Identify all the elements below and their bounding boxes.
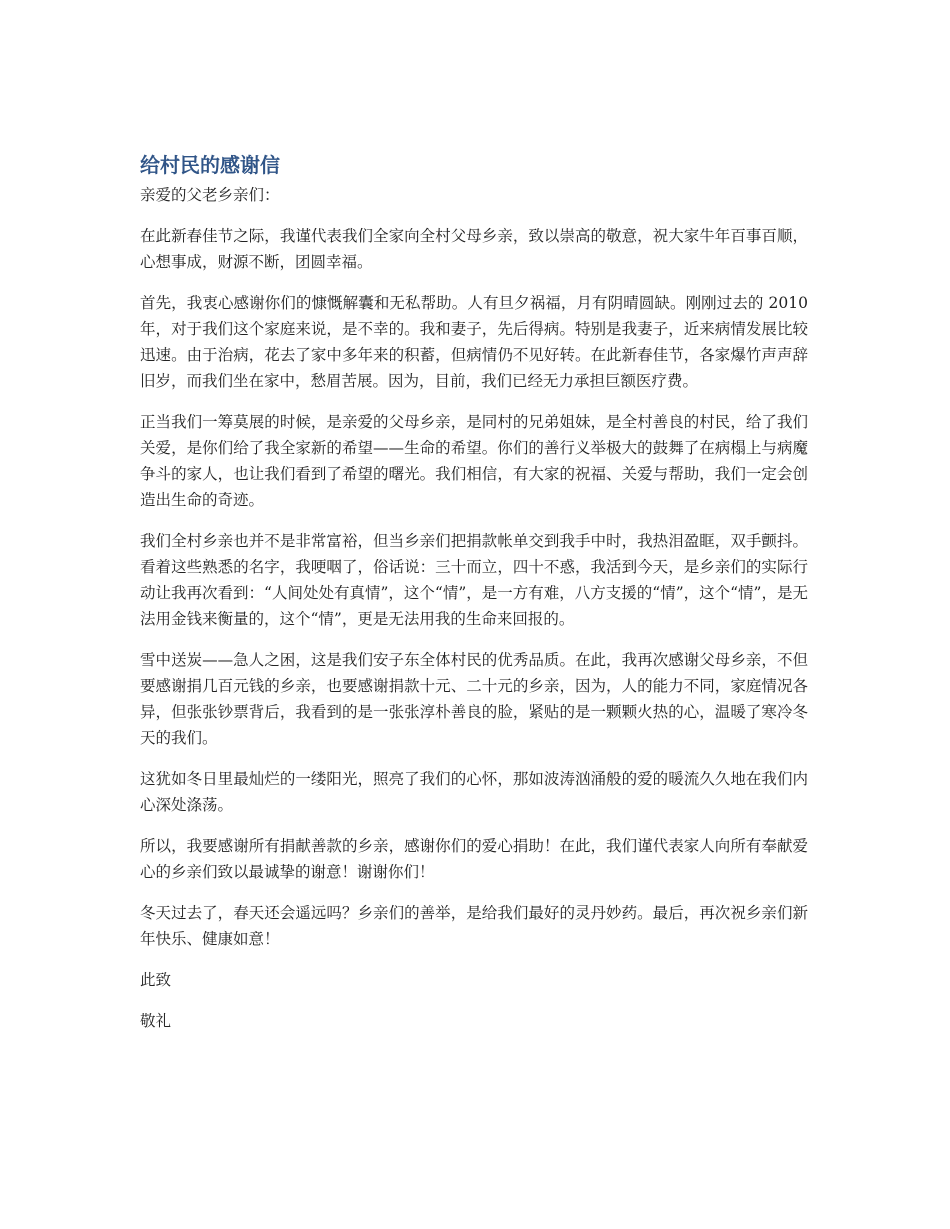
letter-page <box>140 150 808 1049</box>
paragraph-thanks: 所以，我要感谢所有捐献善款的乡亲，感谢你们的爱心捐助！在此，我们谨代表家人向所有奉献爱心的乡亲们致以最诚挚的谢意！谢谢你们！ <box>140 837 808 881</box>
closing-cizhi: 此致 <box>140 971 172 989</box>
letter-title: 给村民的感谢信 <box>140 153 280 177</box>
closing-jingli: 敬礼 <box>140 1012 172 1030</box>
paragraph-donations: 我们全村乡亲也并不是非常富裕，但当乡亲们把捐款帐单交到我手中时，我热泪盈眶，双手颤抖。看着这些熟悉的名字，我哽咽了，俗话说：三十而立，四十不惑，我活到今天，是乡亲们的实际行动让我再次看到：“人间处处有真情”，这个“情”，是一方有难，八方支援的“情”，这个“情”，是无法用金钱来衡量的，这个“情”，更是无法用我的生命来回报的。 <box>140 532 808 628</box>
paragraph-support: 正当我们一筹莫展的时候，是亲爱的父母乡亲，是同村的兄弟姐妹，是全村善良的村民，给了我们关爱，是你们给了我全家新的希望——生命的希望。你们的善行义举极大的鼓舞了在病榻上与病魔争斗的家人，也让我们看到了希望的曙光。我们相信，有大家的祝福、关爱与帮助，我们一定会创造出生命的奇迹。 <box>140 413 808 509</box>
paragraph-gratitude: 首先，我衷心感谢你们的慷慨解囊和无私帮助。人有旦夕祸福，月有阴晴圆缺。刚刚过去的 2010 年，对于我们这个家庭来说，是不幸的。我和妻子，先后得病。特别是我妻子，近来病情发展比较迅速。由于治病，花去了家中多年来的积蓄，但病情仍不见好转。在此新春佳节，各家爆竹声声辞旧岁，而我们坐在家中，愁眉苦展。因为，目前，我们已经无力承担巨额医疗费。 <box>140 294 808 390</box>
paragraph-wishes: 冬天过去了，春天还会遥远吗？乡亲们的善举，是给我们最好的灵丹妙药。最后，再次祝乡亲们新年快乐、健康如意！ <box>140 904 808 948</box>
letter-salutation: 亲爱的父老乡亲们： <box>140 186 280 204</box>
paragraph-sunshine: 这犹如冬日里最灿烂的一缕阳光，照亮了我们的心怀，那如波涛汹涌般的爱的暖流久久地在我们内心深处涤荡。 <box>140 770 808 814</box>
paragraph-greeting: 在此新春佳节之际，我谨代表我们全家向全村父母乡亲，致以崇高的敬意，祝大家牛年百事百顺，心想事成，财源不断，团圆幸福。 <box>140 227 808 271</box>
paragraph-villagers: 雪中送炭——急人之困，这是我们安子东全体村民的优秀品质。在此，我再次感谢父母乡亲，不但要感谢捐几百元钱的乡亲，也要感谢捐款十元、二十元的乡亲，因为，人的能力不同，家庭情况各异，但张张钞票背后，我看到的是一张张淳朴善良的脸，紧贴的是一颗颗火热的心，温暖了寒冷冬天的我们。 <box>140 651 808 747</box>
